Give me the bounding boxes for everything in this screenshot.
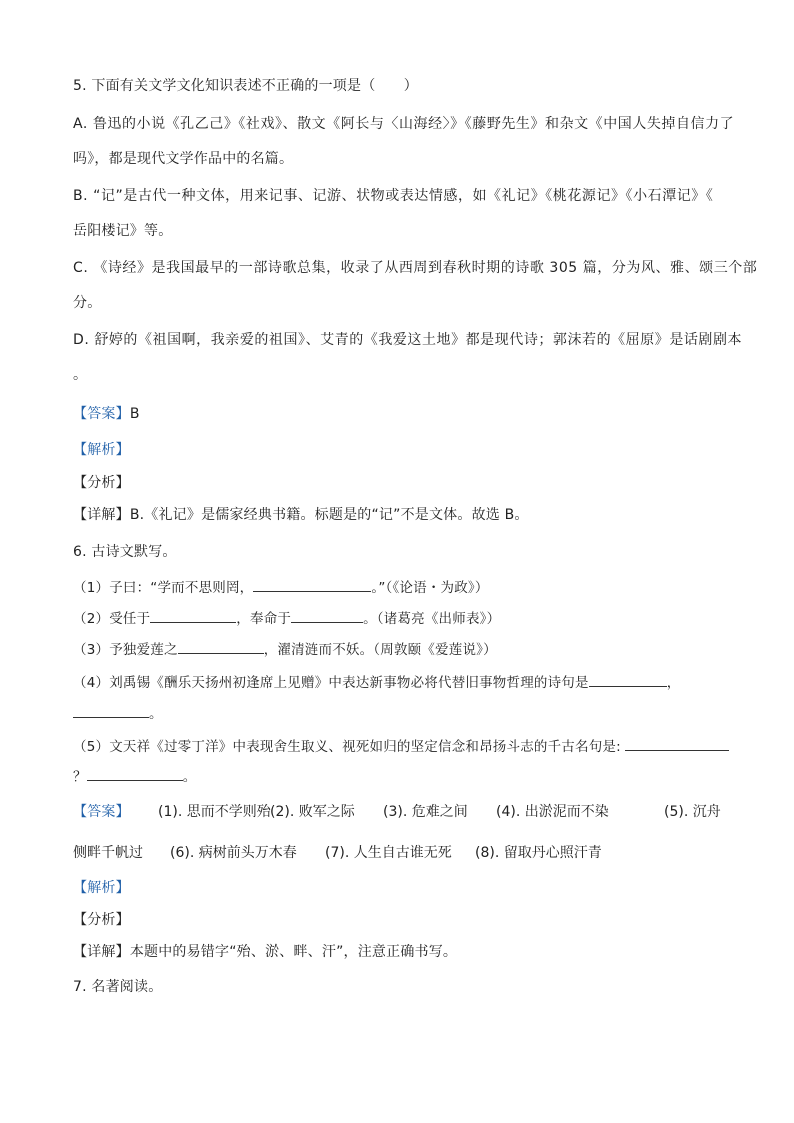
q7-stem: 7. 名著阅读。 bbox=[73, 979, 163, 995]
q6-item-5-text-a: （5）文天祥《过零丁洋》中表现舍生取义、视死如归的坚定信念和昂扬斗志的千古名句是: bbox=[73, 739, 621, 755]
fill-blank[interactable] bbox=[73, 704, 149, 718]
q5-option-c-line2: 分。 bbox=[73, 295, 102, 311]
q6-stem: 6. 古诗文默写。 bbox=[73, 544, 177, 560]
q6-item-4-text-b: ， bbox=[666, 675, 681, 691]
q6-item-1-text-a: （1）子曰：“学而不思则罔， bbox=[73, 580, 254, 596]
q6-answer-1: (1). 思而不学则殆 bbox=[158, 804, 271, 820]
q5-stem: 5. 下面有关文学文化知识表述不正确的一项是（ ） bbox=[73, 78, 419, 94]
q6-detail bbox=[73, 943, 457, 961]
q6-item-3-text-a: （3）予独爱莲之 bbox=[73, 642, 178, 658]
q5-detail bbox=[73, 506, 529, 524]
q6-item-4-text-c: 。 bbox=[149, 706, 163, 722]
q6-item-2 bbox=[73, 609, 500, 628]
q6-item-1 bbox=[73, 578, 489, 597]
answer-tag: 【答案】 bbox=[73, 406, 130, 422]
detail-text: B.《礼记》是儒家经典书籍。标题是的“记”不是文体。故选 B。 bbox=[129, 507, 529, 523]
q5-answer bbox=[73, 405, 140, 423]
q6-answer-6: (6). 病树前头万木春 bbox=[170, 845, 297, 861]
q5-option-a-line1: A. 鲁迅的小说《孔乙己》《社戏》、散文《阿长与〈山海经〉》《藤野先生》和杂文《中国人失掉自信力了 bbox=[73, 116, 735, 132]
q5-option-b-line2: 岳阳楼记》等。 bbox=[73, 223, 173, 239]
q6-item-2-text-c: 。（诸葛亮《出师表》） bbox=[363, 611, 501, 627]
q6-item-3 bbox=[73, 640, 497, 659]
q6-item-4-text-a: （4）刘禹锡《酬乐天扬州初逢席上见赠》中表达新事物必将代替旧事物哲理的诗句是 bbox=[73, 675, 589, 691]
answer-tag: 【答案】 bbox=[73, 804, 130, 820]
q5-option-a-line2: 吗》，都是现代文学作品中的名篇。 bbox=[73, 151, 294, 167]
q6-answer-tag bbox=[73, 803, 130, 821]
q6-item-1-text-b: 。”（《论语・为政》） bbox=[371, 580, 489, 596]
analysis-tag: 【解析】 bbox=[73, 880, 130, 896]
q5-option-b-line1: B. “记”是古代一种文体，用来记事、记游、状物或表达情感，如《礼记》《桃花源记》《小石潭记》《 bbox=[73, 188, 714, 204]
q5-analysis-tag bbox=[73, 441, 130, 459]
q6-answer-8: (8). 留取丹心照汗青 bbox=[475, 845, 602, 861]
detail-tag: 【详解】 bbox=[73, 944, 130, 960]
answer-value: B bbox=[129, 406, 140, 422]
q6-item-4-line2 bbox=[73, 704, 163, 723]
q6-answer-3: (3). 危难之间 bbox=[383, 804, 468, 820]
q6-answer-5b: 侧畔千帆过 bbox=[73, 845, 143, 861]
q5-option-d-line1: D. 舒婷的《祖国啊，我亲爱的祖国》、艾青的《我爱这土地》都是现代诗；郭沫若的《屈原》是话剧剧本 bbox=[73, 332, 743, 348]
q6-answer-7: (7). 人生自古谁无死 bbox=[325, 845, 452, 861]
detail-tag: 【详解】 bbox=[73, 507, 130, 523]
fill-blank[interactable] bbox=[625, 737, 729, 751]
q6-answer-5a: (5). 沉舟 bbox=[664, 804, 721, 820]
q5-option-c-line1: C. 《诗经》是我国最早的一部诗歌总集，收录了从西周到春秋时期的诗歌 305 篇，分为风、雅、颂三个部 bbox=[73, 260, 758, 276]
q6-item-2-text-a: （2）受任于 bbox=[73, 611, 151, 627]
q6-fenxi-tag: 【分析】 bbox=[73, 912, 130, 928]
fill-blank[interactable] bbox=[87, 767, 183, 781]
analysis-tag: 【解析】 bbox=[73, 442, 130, 458]
q6-item-5-text-c: 。 bbox=[182, 769, 197, 785]
q6-analysis-tag bbox=[73, 879, 130, 897]
q5-fenxi-tag: 【分析】 bbox=[73, 475, 130, 491]
q6-item-5-line2 bbox=[73, 767, 196, 786]
q6-item-3-text-b: ，濯清涟而不妖。（周敦颐《爱莲说》） bbox=[263, 642, 497, 658]
q5-option-d-line2: 。 bbox=[73, 367, 88, 383]
fill-blank[interactable] bbox=[589, 673, 667, 687]
fill-blank[interactable] bbox=[291, 609, 363, 623]
q6-answer-2: (2). 败军之际 bbox=[270, 804, 355, 820]
q6-answer-4: (4). 出淤泥而不染 bbox=[496, 804, 609, 820]
q6-item-5-line1 bbox=[73, 737, 729, 756]
q6-item-2-text-b: ，奉命于 bbox=[236, 611, 292, 627]
fill-blank[interactable] bbox=[253, 578, 371, 592]
q6-item-5-text-b: ？ bbox=[73, 769, 87, 785]
fill-blank[interactable] bbox=[178, 640, 264, 654]
q6-item-4-line1 bbox=[73, 673, 680, 692]
detail-text: 本题中的易错字“殆、淤、畔、汗”，注意正确书写。 bbox=[129, 944, 458, 960]
fill-blank[interactable] bbox=[150, 609, 236, 623]
